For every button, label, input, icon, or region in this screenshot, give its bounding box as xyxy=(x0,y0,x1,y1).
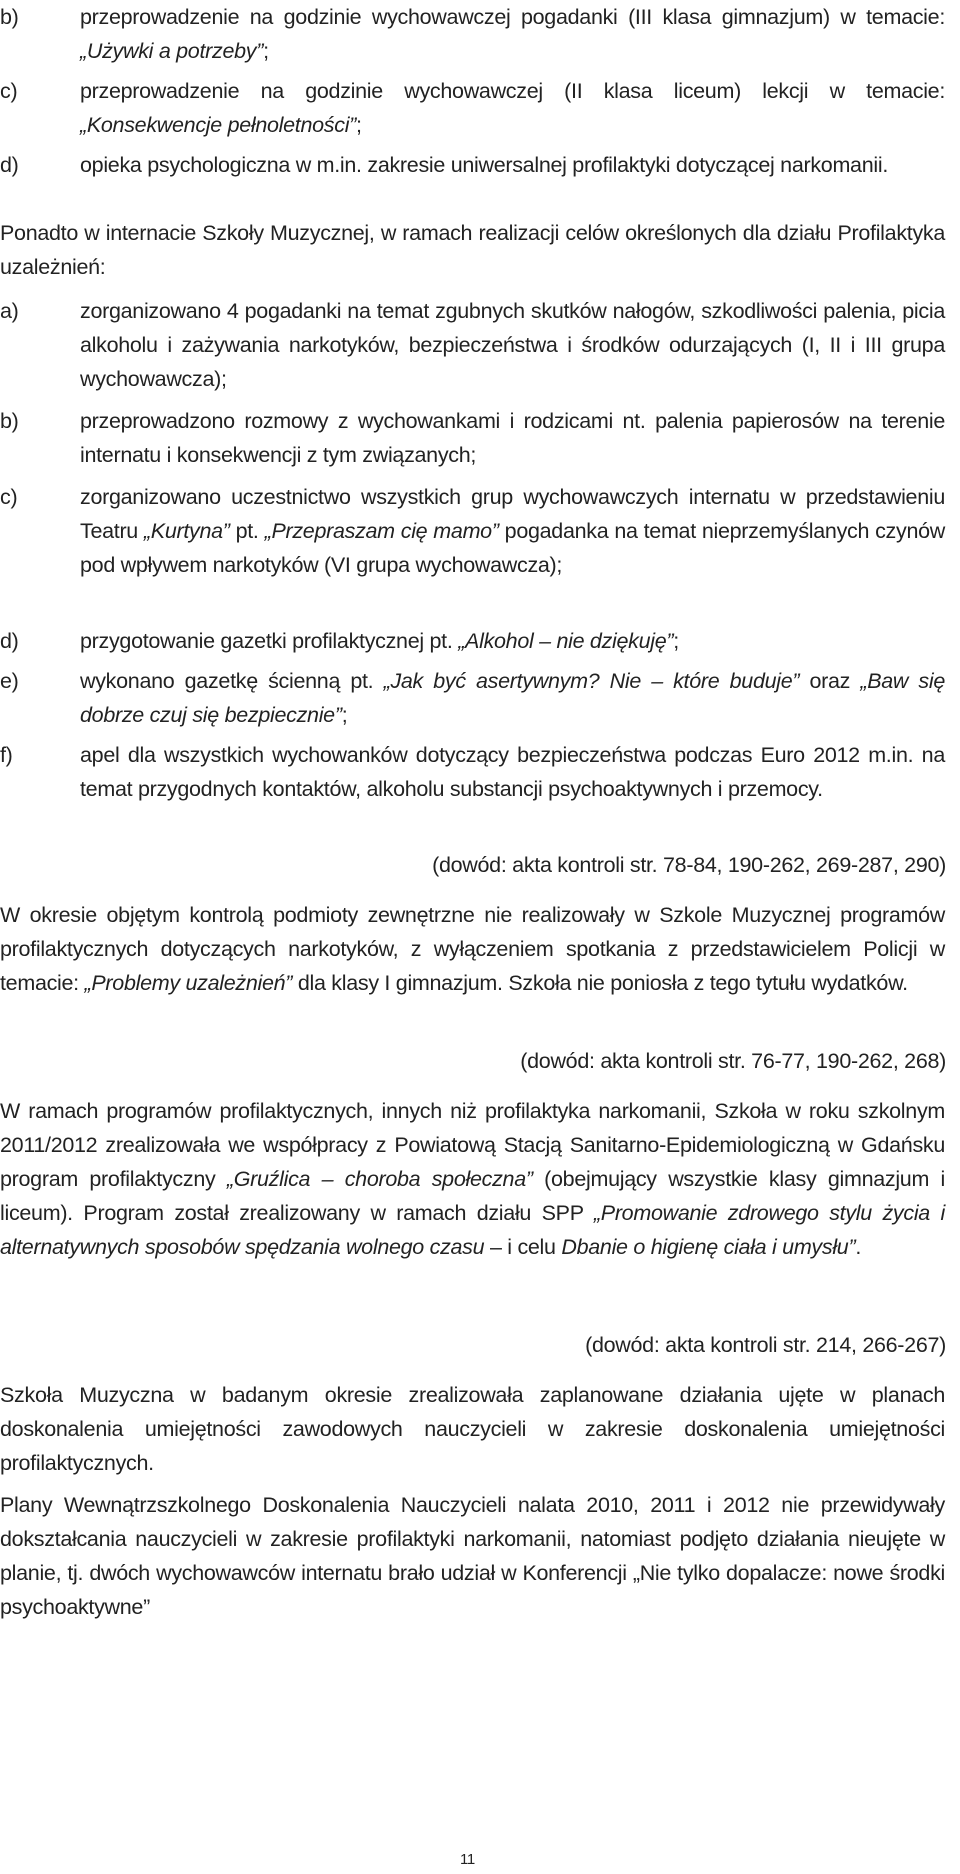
list-item xyxy=(0,294,945,396)
list-item xyxy=(0,624,945,658)
page-number: 11 xyxy=(460,1851,475,1868)
list-marker: f) xyxy=(0,743,13,767)
evidence-reference: (dowód: akta kontroli str. 78-84, 190-262, 269-287, 290) xyxy=(432,853,946,877)
list-text: przygotowanie gazetki profilaktycznej pt. „Alkohol – nie dziękuję”; xyxy=(80,629,679,653)
list-item xyxy=(0,480,945,582)
list-text: apel dla wszystkich wychowanków dotyczący bezpieczeństwa podczas Euro 2012 m.in. na temat przygodnych kontaktów, alkoholu substancji psychoaktywnych i przemocy. xyxy=(80,743,945,801)
list-item xyxy=(0,74,945,142)
evidence-reference: (dowód: akta kontroli str. 76-77, 190-262, 268) xyxy=(520,1049,946,1073)
list-text: zorganizowano 4 pogadanki na temat zgubnych skutków nałogów, szkodliwości palenia, picia alkoholu i zażywania narkotyków, bezpieczeństwa i środków odurzających (I, II i III grupa wychowawcza); xyxy=(80,299,945,391)
list-item xyxy=(0,664,945,732)
list-text: przeprowadzono rozmowy z wychowankami i rodzicami nt. palenia papierosów na terenie internatu i konsekwencji z tym związanych; xyxy=(80,409,945,467)
list-item xyxy=(0,738,945,806)
list-item xyxy=(0,148,945,182)
list-marker: b) xyxy=(0,409,19,433)
list-marker: b) xyxy=(0,5,19,29)
list-text: zorganizowano uczestnictwo wszystkich grup wychowawczych internatu w przedstawieniu Teatru „Kurtyna” pt. „Przepraszam cię mamo” pogadanka na temat nieprzemyślanych czynów pod wpływem narkotyków (VI grupa wychowawcza); xyxy=(80,485,945,577)
list-marker: d) xyxy=(0,629,19,653)
list-text: opieka psychologiczna w m.in. zakresie uniwersalnej profilaktyki dotyczącej narkomanii. xyxy=(80,153,889,177)
paragraph: W ramach programów profilaktycznych, innych niż profilaktyka narkomanii, Szkoła w roku szkolnym 2011/2012 zrealizowała we współpracy z Powiatową Stacją Sanitarno-Epidemiologiczną w Gdańsku program profilaktyczny „Gruźlica – choroba społeczna” (obejmujący wszystkie klasy gimnazjum i liceum). Program został zrealizowany w ramach działu SPP „Promowanie zdrowego stylu życia i alternatywnych sposobów spędzania wolnego czasu – i celu Dbanie o higienę ciała i umysłu”. xyxy=(0,1099,945,1259)
paragraph: W okresie objętym kontrolą podmioty zewnętrzne nie realizowały w Szkole Muzycznej programów profilaktycznych dotyczących narkotyków, z wyłączeniem spotkania z przedstawicielem Policji w temacie: „Problemy uzależnień” dla klasy I gimnazjum. Szkoła nie poniosła z tego tytułu wydatków. xyxy=(0,903,945,995)
list-marker: d) xyxy=(0,153,19,177)
paragraph: Szkoła Muzyczna w badanym okresie zrealizowała zaplanowane działania ujęte w planach doskonalenia umiejętności zawodowych nauczycieli w zakresie doskonalenia umiejętności profilaktycznych. xyxy=(0,1383,945,1475)
intro-paragraph: Ponadto w internacie Szkoły Muzycznej, w ramach realizacji celów określonych dla działu Profilaktyka uzależnień: xyxy=(0,221,945,279)
list-item xyxy=(0,0,945,68)
list-marker: e) xyxy=(0,669,19,693)
list-text: przeprowadzenie na godzinie wychowawczej (II klasa liceum) lekcji w temacie: „Konsekwencje pełnoletności”; xyxy=(80,79,945,137)
list-marker: c) xyxy=(0,79,18,103)
evidence-reference: (dowód: akta kontroli str. 214, 266-267) xyxy=(585,1333,946,1357)
list-marker: c) xyxy=(0,485,18,509)
list-marker: a) xyxy=(0,299,19,323)
list-text: przeprowadzenie na godzinie wychowawczej pogadanki (III klasa gimnazjum) w temacie: „Używki a potrzeby”; xyxy=(80,5,945,63)
list-item xyxy=(0,404,945,472)
paragraph: Plany Wewnątrzszkolnego Doskonalenia Nauczycieli nalata 2010, 2011 i 2012 nie przewidywały dokształcania nauczycieli w zakresie profilaktyki narkomanii, natomiast podjęto działania nieujęte w planie, tj. dwóch wychowawców internatu brało udział w Konferencji „Nie tylko dopalacze: nowe środki psychoaktywne” xyxy=(0,1493,945,1619)
list-text: wykonano gazetkę ścienną pt. „Jak być asertywnym? Nie – które buduje” oraz „Baw się dobrze czuj się bezpiecznie”; xyxy=(80,669,945,727)
